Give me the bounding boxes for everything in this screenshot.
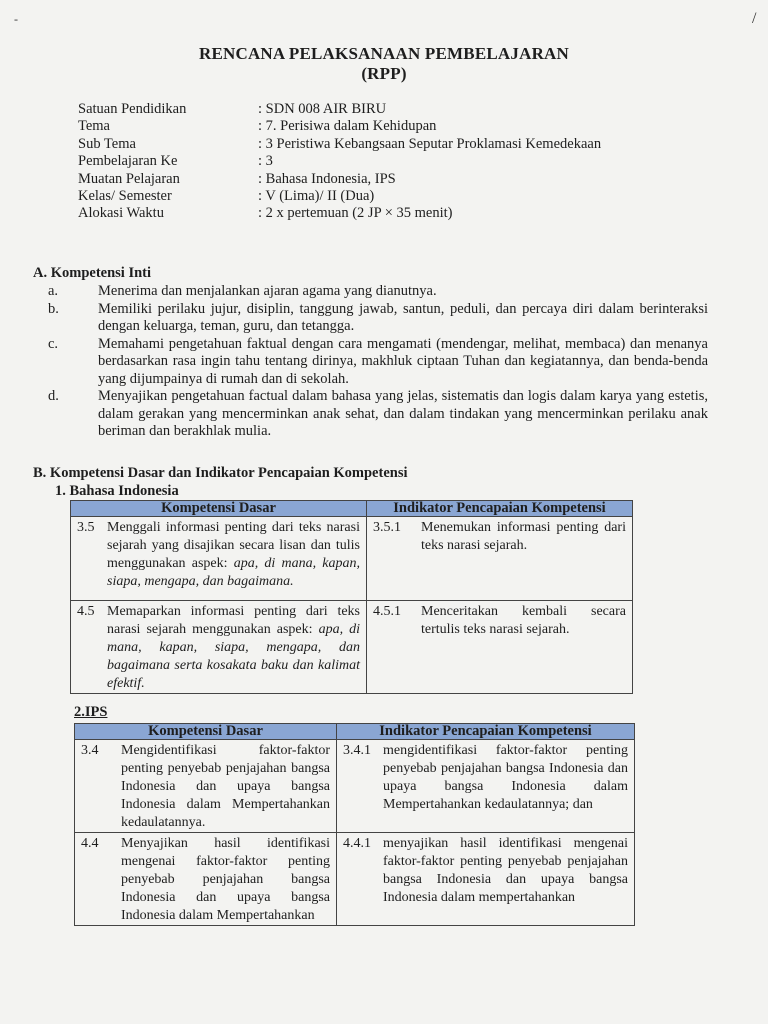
ipk-text: Menemukan informasi penting dari teks narasi sejarah. [421, 520, 626, 553]
identity-value: : V (Lima)/ II (Dua) [258, 187, 375, 204]
margin-mark: - [14, 12, 18, 26]
kd-number: 3.4 [81, 743, 99, 758]
kd-text [107, 519, 360, 591]
column-header-kd: Kompetensi Dasar [75, 724, 337, 740]
kd-text-plain: Menggali informasi penting dari teks narasi sejarah yang disajikan secara lisan dan tulis menggunakan aspek: [107, 520, 360, 571]
list-marker: c. [48, 335, 59, 352]
section-a-heading: A. Kompetensi Inti [33, 265, 152, 281]
kd-text-italic: apa, di mana, kapan, siapa, mengapa, dan bagaimana. [107, 556, 361, 589]
ipk-cell [367, 517, 633, 601]
table-header-row [75, 724, 635, 740]
ipk-number: 4.5.1 [373, 604, 401, 619]
list-text: Memahami pengetahuan faktual dengan cara mengamati (mendengar, melihat, membaca) dan menanya berdasarkan rasa ingin tahu tentang dirinya, makhluk ciptaan Tuhan dan kegiatannya, dan benda-benda yang dijumpainya di rumah dan di sekolah. [98, 335, 708, 387]
ipk-text: Menceritakan kembali secara tertulis teks narasi sejarah. [421, 604, 626, 637]
subsection-bahasa-heading: 1. Bahasa Indonesia [55, 483, 179, 499]
kd-number: 3.5 [77, 520, 95, 535]
identity-value: : 3 [258, 153, 273, 170]
identity-row [78, 171, 601, 188]
ipk-number: 3.5.1 [373, 520, 401, 535]
identity-value: : 2 x pertemuan (2 JP × 35 menit) [258, 205, 453, 222]
ipk-cell [367, 601, 633, 694]
list-text: Menerima dan menjalankan ajaran agama yang dianutnya. [98, 283, 437, 299]
list-text: Memiliki perilaku jujur, disiplin, tanggung jawab, santun, peduli, dan percaya diri dalam berinteraksi dengan keluarga, teman, guru, dan tetangga. [98, 300, 708, 334]
identity-label: Tema [78, 118, 110, 135]
kd-cell [75, 740, 337, 833]
identity-row [78, 118, 601, 135]
list-text: Menyajikan pengetahuan factual dalam bahasa yang jelas, sistematis dan logis dalam karya yang estetis, dalam gerakan yang mencerminkan anak sehat, dan dalam tindakan yang mencerminkan perilaku anak beriman dan berakhlak mulia. [98, 388, 708, 439]
ipk-cell [337, 740, 635, 833]
kd-cell [71, 517, 367, 601]
list-item [48, 336, 708, 389]
identity-row [78, 188, 601, 205]
identity-row [78, 136, 601, 153]
subsection-ips-heading: 2.IPS [74, 704, 108, 720]
identity-row [78, 153, 601, 170]
table-row [75, 833, 635, 926]
kompetensi-inti-list [48, 283, 708, 441]
kd-number: 4.4 [81, 836, 99, 851]
identity-value: : Bahasa Indonesia, IPS [258, 170, 396, 187]
identity-row [78, 205, 601, 222]
kd-text: Mengidentifikasi faktor-faktor penting penyebab penjajahan bangsa Indonesia dan upaya bangsa Indonesia dalam Mempertahankan kedaulatannya. [121, 743, 330, 830]
identity-label: Muatan Pelajaran [78, 170, 180, 187]
kd-text-italic: apa, di mana, kapan, siapa, mengapa, dan bagaimana serta kosakata baku dan kalimat efektif. [107, 622, 360, 691]
list-item [48, 283, 708, 301]
ipk-number: 3.4.1 [343, 743, 371, 758]
kd-cell [71, 601, 367, 694]
page-subtitle: (RPP) [361, 64, 407, 83]
kd-text: Menyajikan hasil identifikasi mengenai faktor-faktor penting penyebab penjajahan bangsa Indonesia dan upaya bangsa Indonesia dalam Mempertahankan [121, 836, 330, 923]
identity-label: Pembelajaran Ke [78, 153, 178, 170]
column-header-ipk: Indikator Pencapaian Kompetensi [337, 724, 635, 740]
ipk-text: menyajikan hasil identifikasi mengenai faktor-faktor penting penyebab penjajahan bangsa Indonesia dan upaya bangsa Indonesia dalam mempertahankan [383, 836, 628, 905]
kd-text-plain: Memaparkan informasi penting dari teks narasi sejarah menggunakan aspek: [107, 604, 360, 637]
list-marker: b. [48, 300, 59, 317]
list-marker: a. [48, 283, 59, 299]
page-title: RENCANA PELAKSANAAN PEMBELAJARAN [198, 44, 570, 63]
table-row [71, 517, 633, 601]
ipk-cell [337, 833, 635, 926]
identity-label: Kelas/ Semester [78, 187, 172, 204]
identity-value: : 3 Peristiwa Kebangsaan Seputar Proklamasi Kemedekaan [258, 135, 602, 152]
identity-value: : 7. Perisiwa dalam Kehidupan [258, 118, 437, 135]
kd-number: 4.5 [77, 604, 95, 619]
table-row [75, 740, 635, 833]
column-header-kd: Kompetensi Dasar [71, 501, 367, 517]
identity-label: Alokasi Waktu [78, 205, 164, 222]
bahasa-indonesia-table [70, 500, 633, 694]
identity-label: Satuan Pendidikan [78, 101, 187, 117]
table-row [71, 601, 633, 694]
column-header-ipk: Indikator Pencapaian Kompetensi [367, 501, 633, 517]
identity-label: Sub Tema [78, 135, 136, 152]
section-b-heading: B. Kompetensi Dasar dan Indikator Pencapaian Kompetensi [33, 465, 408, 481]
identity-value: : SDN 008 AIR BIRU [258, 101, 387, 117]
list-item [48, 388, 708, 441]
identity-row [78, 101, 601, 118]
margin-mark: / [752, 10, 757, 27]
table-header-row [71, 501, 633, 517]
ipk-number: 4.4.1 [343, 836, 371, 851]
kd-text [107, 603, 360, 693]
ips-table [74, 723, 635, 926]
identity-block [78, 101, 601, 223]
list-item [48, 301, 708, 336]
kd-cell [75, 833, 337, 926]
ipk-text: mengidentifikasi faktor-faktor penting penyebab penjajahan bangsa Indonesia dan upaya bangsa Indonesia dalam Mempertahankan kedaulatannya; dan [383, 743, 628, 812]
list-marker: d. [48, 388, 59, 404]
